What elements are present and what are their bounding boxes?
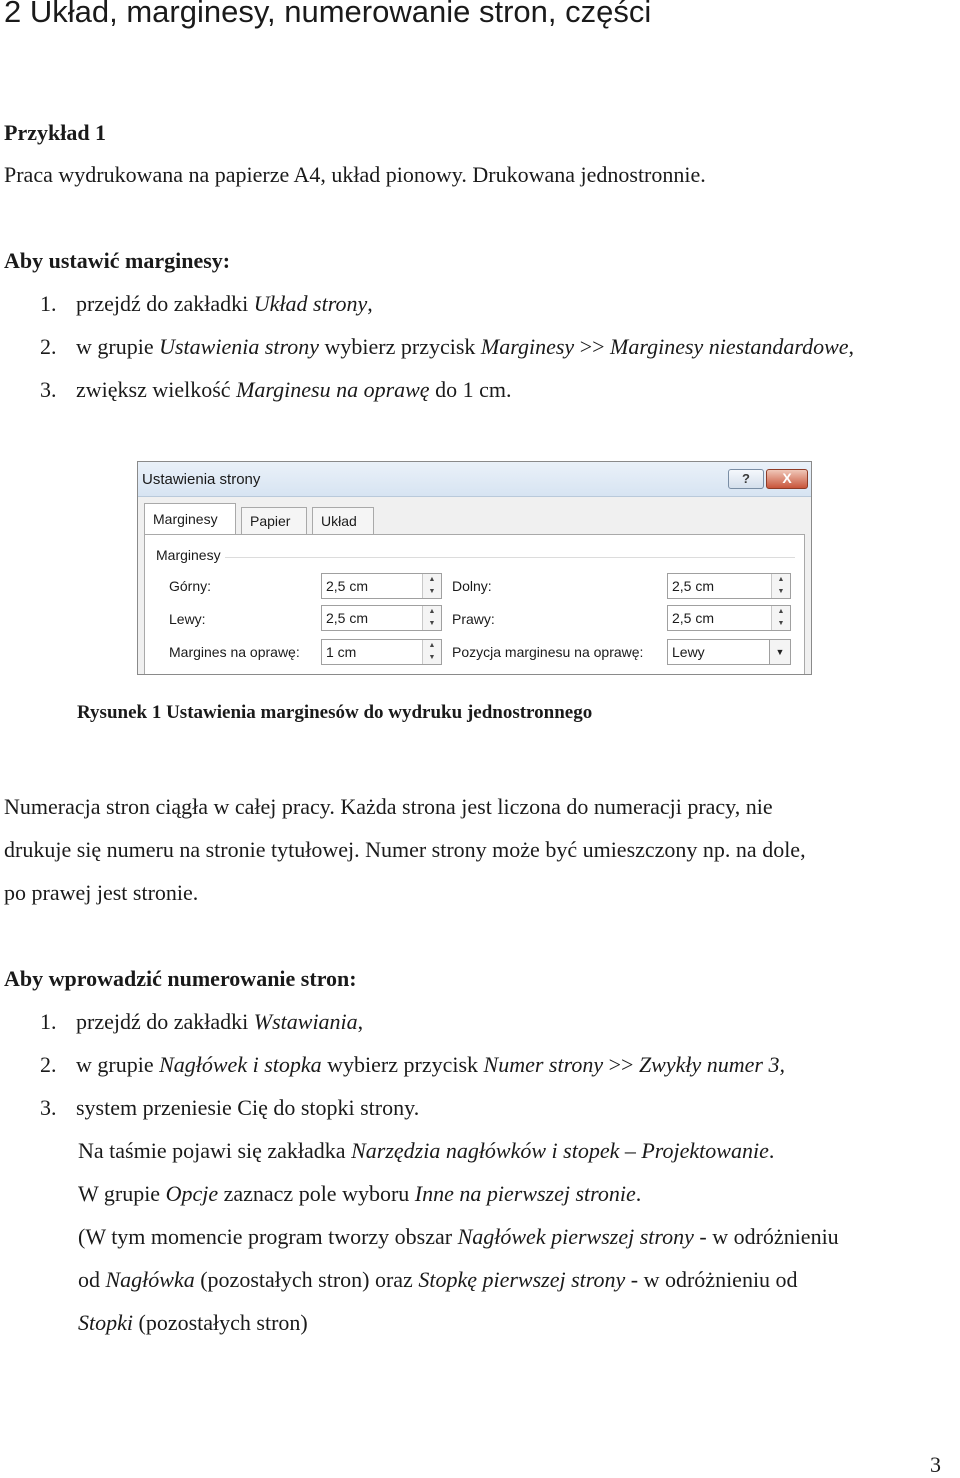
spin-up-icon[interactable]: ▲: [777, 608, 785, 615]
spin-up-icon[interactable]: ▲: [428, 576, 436, 583]
gutter-position-label: Pozycja marginesu na oprawę:: [452, 644, 644, 660]
top-margin-value[interactable]: 2,5 cm: [326, 578, 369, 594]
spin-down-icon[interactable]: ▼: [428, 588, 436, 595]
top-margin-arrows[interactable]: [422, 574, 441, 598]
figure-caption: Rysunek 1 Ustawienia marginesów do wydruku jednostronnego: [77, 702, 593, 723]
tab-paper[interactable]: Papier: [241, 507, 307, 535]
right-margin-spinner[interactable]: [667, 605, 791, 631]
close-button[interactable]: X: [766, 469, 808, 489]
spin-up-icon[interactable]: ▲: [777, 576, 785, 583]
gutter-arrows[interactable]: [422, 640, 441, 664]
page-number: 3: [930, 1452, 941, 1477]
numbering-step-3: 3. system przeniesie Cię do stopki strony.: [40, 1095, 420, 1120]
group-divider: [225, 557, 795, 558]
spin-down-icon[interactable]: ▼: [428, 654, 436, 661]
gutter-value[interactable]: 1 cm: [326, 644, 357, 660]
margins-step-3: 3. zwiększ wielkość Marginesu na oprawę do 1 cm.: [40, 377, 512, 402]
left-margin-arrows[interactable]: [422, 606, 441, 630]
left-margin-spinner[interactable]: [321, 605, 442, 631]
right-margin-value[interactable]: 2,5 cm: [672, 610, 715, 626]
gutter-position-select[interactable]: [667, 639, 791, 665]
spin-down-icon[interactable]: ▼: [428, 620, 436, 627]
numbering-para-line-2: drukuje się numeru na stronie tytułowej. Numer strony może być umieszczony np. na dole,: [4, 837, 806, 862]
page-setup-dialog: [137, 461, 812, 675]
bottom-margin-arrows[interactable]: [771, 574, 790, 598]
bottom-margin-value[interactable]: 2,5 cm: [672, 578, 715, 594]
margins-panel: [144, 534, 805, 675]
note-line-5: Stopki (pozostałych stron): [78, 1310, 308, 1335]
margins-step-1: 1. przejdź do zakładki Układ strony,: [40, 291, 373, 316]
tab-layout[interactable]: Układ: [312, 507, 374, 535]
dialog-titlebar: [138, 462, 811, 497]
help-button[interactable]: ?: [728, 469, 764, 489]
note-line-2: W grupie Opcje zaznacz pole wyboru Inne na pierwszej stronie.: [78, 1181, 642, 1206]
dialog-title: Ustawienia strony: [142, 471, 261, 488]
gutter-position-value[interactable]: Lewy: [672, 644, 705, 660]
bottom-margin-spinner[interactable]: [667, 573, 791, 599]
right-margin-label: Prawy:: [452, 611, 495, 627]
bottom-margin-label: Dolny:: [452, 578, 492, 594]
note-line-1: Na taśmie pojawi się zakładka Narzędzia nagłówków i stopek – Projektowanie.: [78, 1138, 775, 1163]
spin-down-icon[interactable]: ▼: [777, 620, 785, 627]
example-title: Przykład 1: [4, 120, 107, 145]
left-margin-value[interactable]: 2,5 cm: [326, 610, 369, 626]
margins-group-label: Marginesy: [156, 547, 221, 563]
note-line-3: (W tym momencie program tworzy obszar Nagłówek pierwszej strony - w odróżnieniu: [78, 1224, 839, 1249]
gutter-label: Margines na oprawę:: [169, 644, 300, 660]
gutter-spinner[interactable]: [321, 639, 442, 665]
numbering-heading: Aby wprowadzić numerowanie stron:: [4, 966, 357, 991]
numbering-step-2: 2. w grupie Nagłówek i stopka wybierz przycisk Numer strony >> Zwykły numer 3,: [40, 1052, 785, 1077]
section-heading: 2 Układ, marginesy, numerowanie stron, części: [4, 0, 652, 29]
dropdown-arrow-icon[interactable]: ▼: [769, 640, 790, 664]
note-line-4: od Nagłówka (pozostałych stron) oraz Stopkę pierwszej strony - w odróżnieniu od: [78, 1267, 798, 1292]
right-margin-arrows[interactable]: [771, 606, 790, 630]
margins-step-2: 2. w grupie Ustawienia strony wybierz przycisk Marginesy >> Marginesy niestandardowe,: [40, 334, 855, 359]
top-margin-spinner[interactable]: [321, 573, 442, 599]
spin-up-icon[interactable]: ▲: [428, 642, 436, 649]
tab-margins[interactable]: Marginesy: [144, 503, 236, 536]
numbering-para-line-1: Numeracja stron ciągła w całej pracy. Każda strona jest liczona do numeracji pracy, nie: [4, 794, 773, 819]
left-margin-label: Lewy:: [169, 611, 206, 627]
top-margin-label: Górny:: [169, 578, 212, 594]
example-text: Praca wydrukowana na papierze A4, układ pionowy. Drukowana jednostronnie.: [4, 162, 706, 187]
spin-down-icon[interactable]: ▼: [777, 588, 785, 595]
spin-up-icon[interactable]: ▲: [428, 608, 436, 615]
margins-heading: Aby ustawić marginesy:: [4, 248, 231, 273]
numbering-para-line-3: po prawej jest stronie.: [4, 880, 199, 905]
numbering-step-1: 1. przejdź do zakładki Wstawiania,: [40, 1009, 364, 1034]
